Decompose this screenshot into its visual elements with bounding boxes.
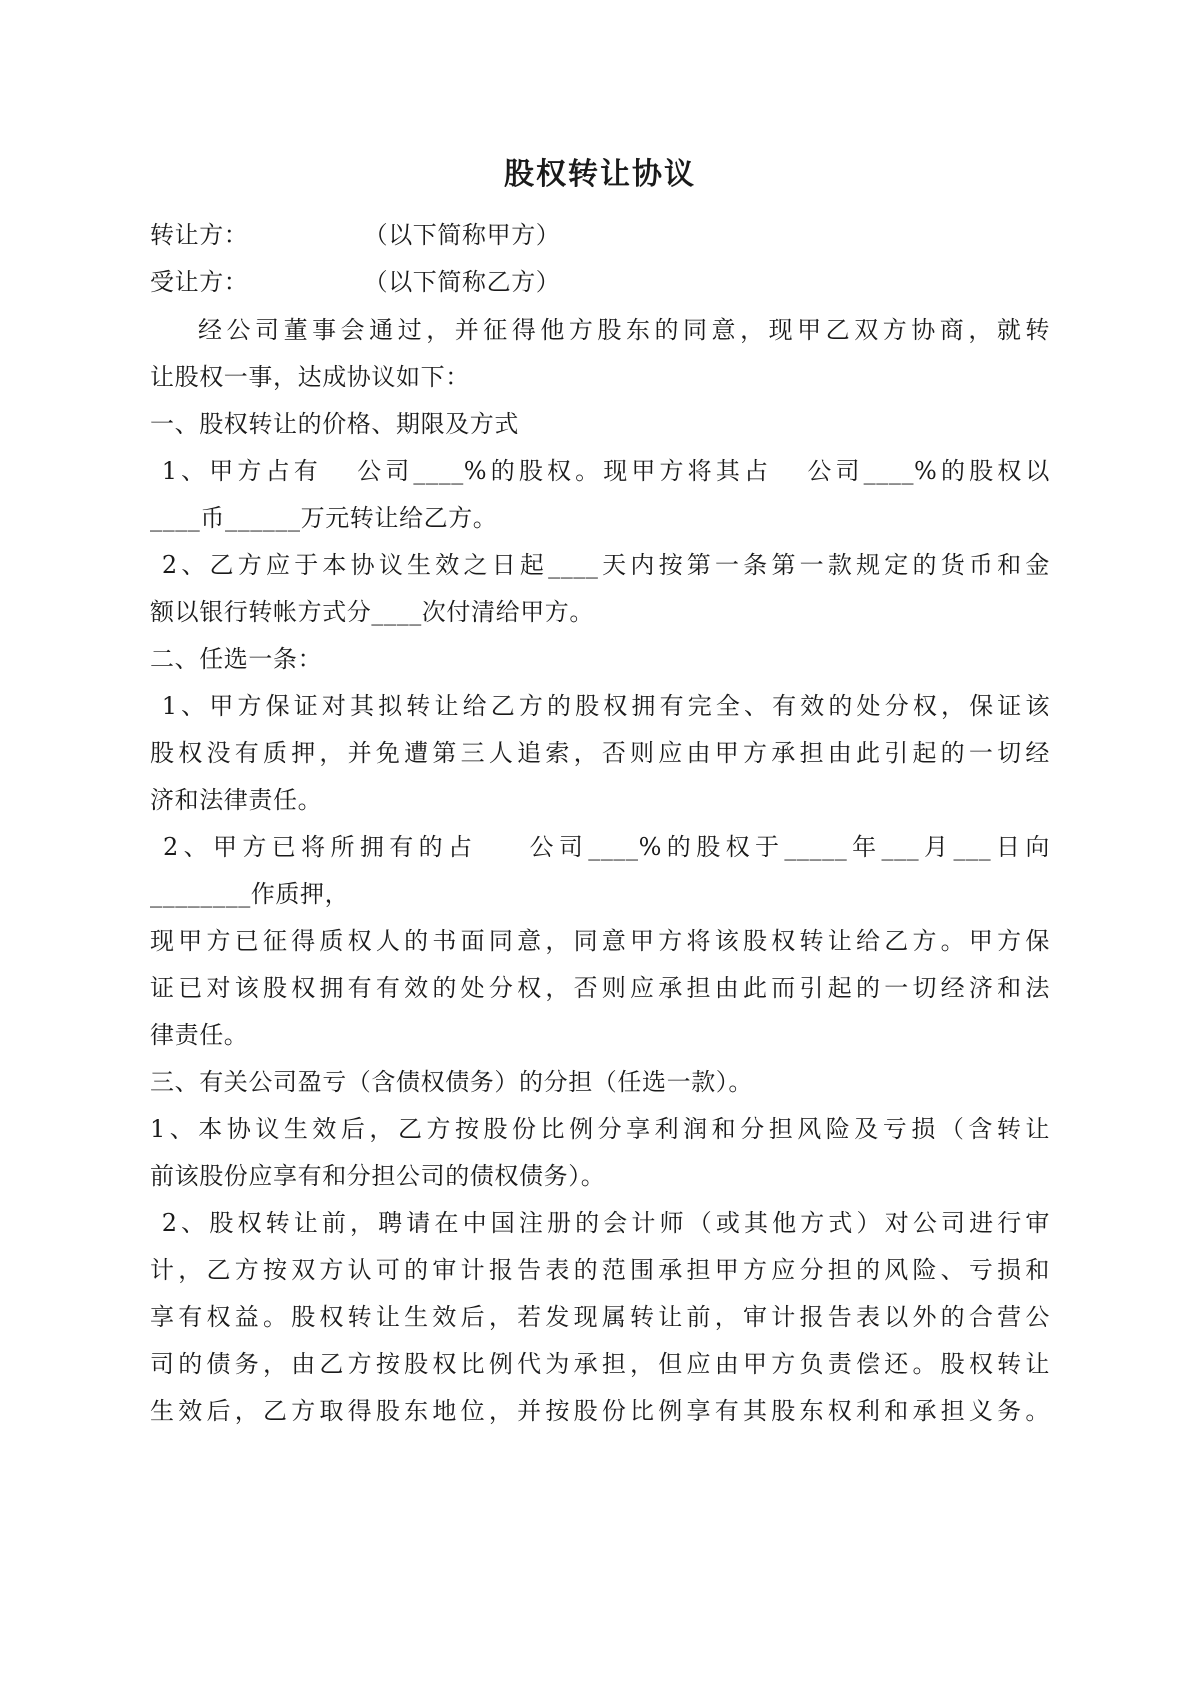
clause-line: 2、乙方应于本协议生效之日起____天内按第一条第一款规定的货币和金 [150,551,1050,579]
transferee-line: 受让方： （以下简称乙方） [150,268,561,296]
clause-line: 前该股份应享有和分担公司的债权债务）。 [150,1162,606,1190]
clause-line: 证已对该股权拥有有效的处分权，否则应承担由此而引起的一切经济和法 [150,974,1050,1002]
section-heading-3: 三、有关公司盈亏（含债权债务）的分担（任选一款）。 [150,1068,753,1096]
clause-line: 计，乙方按双方认可的审计报告表的范围承担甲方应分担的风险、亏损和 [150,1256,1050,1284]
paragraph-line: 让股权一事，达成协议如下： [150,363,470,391]
section-heading-2: 二、任选一条： [150,645,323,673]
clause-line: 律责任。 [150,1021,249,1049]
clause-line: 1、本协议生效后，乙方按股份比例分享利润和分担风险及亏损（含转让 [150,1115,1050,1143]
document-title: 股权转让协议 [504,157,696,192]
clause-line: ____币______万元转让给乙方。 [150,504,498,532]
clause-line: 2、股权转让前，聘请在中国注册的会计师（或其他方式）对公司进行审 [150,1209,1050,1237]
paragraph-line: 经公司董事会通过，并征得他方股东的同意，现甲乙双方协商，就转 [198,316,1050,344]
section-heading-1: 一、股权转让的价格、期限及方式 [150,410,519,438]
clause-line: 济和法律责任。 [150,786,323,814]
clause-line: 1、甲方保证对其拟转让给乙方的股权拥有完全、有效的处分权，保证该 [150,692,1050,720]
clause-line: 2、甲方已将所拥有的占 公司____%的股权于_____年___月___日向 [150,833,1050,861]
clause-line: 享有权益。股权转让生效后，若发现属转让前，审计报告表以外的合营公 [150,1303,1050,1331]
clause-line: 现甲方已征得质权人的书面同意，同意甲方将该股权转让给乙方。甲方保 [150,927,1050,955]
clause-line: 额以银行转帐方式分____次付清给甲方。 [150,598,594,626]
clause-line: 股权没有质押，并免遭第三人追索，否则应由甲方承担由此引起的一切经 [150,739,1050,767]
clause-line: 生效后，乙方取得股东地位，并按股份比例享有其股东权利和承担义务。 [150,1397,1050,1425]
transferor-line: 转让方： （以下简称甲方） [150,221,561,249]
clause-line: 司的债务，由乙方按股权比例代为承担，但应由甲方负责偿还。股权转让 [150,1350,1050,1378]
clause-line: ________作质押， [150,880,350,908]
clause-line: 1、甲方占有 公司____%的股权。现甲方将其占 公司____%的股权以 [150,457,1050,485]
